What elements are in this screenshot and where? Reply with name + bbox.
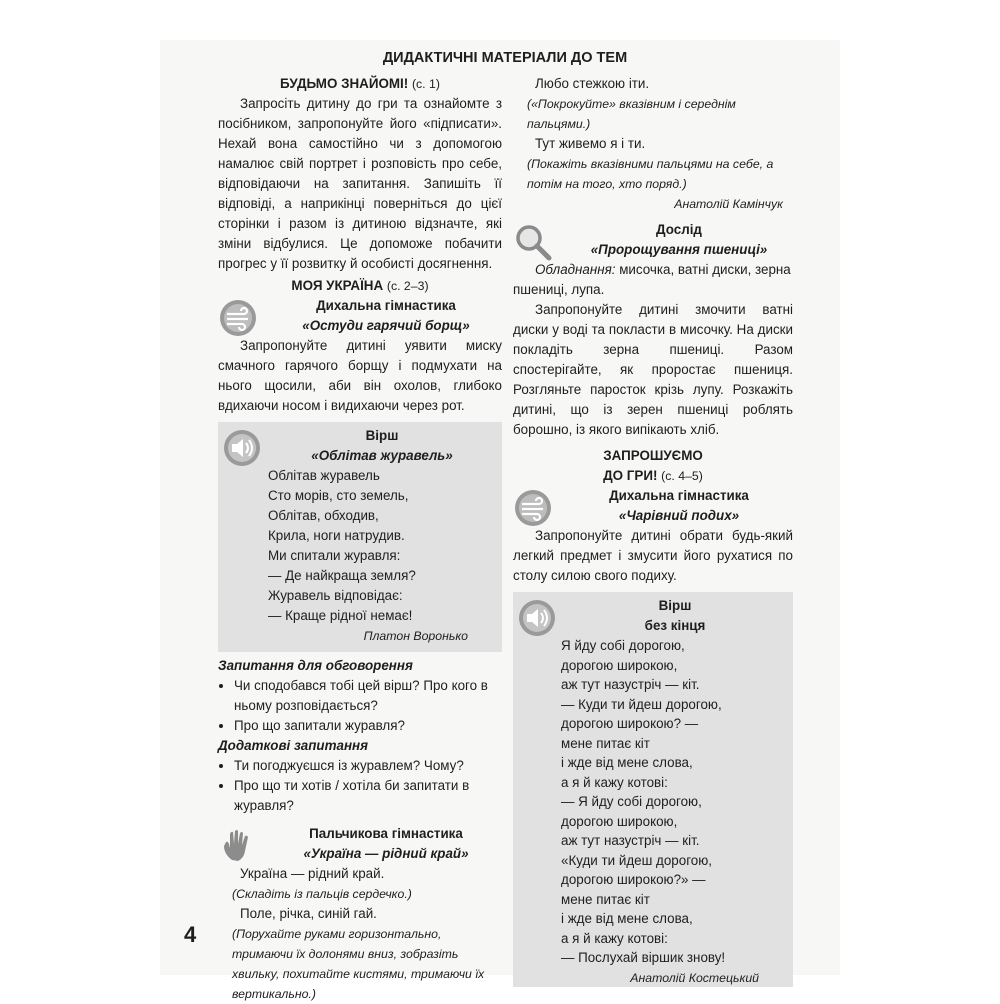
poem-line: Облітав, обходив, — [268, 508, 379, 523]
question-item: • Чи сподобався тобі цей вірш? Про кого в ньому розповідається? — [234, 676, 502, 716]
poem-lines — [561, 636, 789, 968]
poem-author: Анатолій Костецький — [630, 970, 759, 985]
finger-line-3: Любо стежкою іти. — [535, 76, 650, 91]
discussion-questions-heading: Запитання для обговорення — [218, 658, 413, 673]
breathing-text: Запропонуйте дитині уявити миску смачного гарячого борщу і подмухати на нього щосили, аби він охолов, глибоко вдихаючи носом і видихаючи через рот. — [218, 338, 502, 413]
poem-line: Облітав журавель — [268, 468, 380, 483]
poem-line: Крила, ноги натрудив. — [268, 528, 405, 543]
wind-circle-icon — [513, 488, 553, 528]
finger-note-2: (Порухайте руками горизонтально, тримаючи їх долонями вниз, зобразіть хвильку, похитайте кистями, тримаючи їх вертикально.) — [232, 927, 485, 1001]
page-number: 4 — [184, 922, 197, 947]
breathing-exercise-header: Дихальна гімнастика «Остуди гарячий борщ» — [218, 296, 502, 336]
poem-line: аж тут назустріч — кіт. — [561, 833, 700, 848]
finger-line-2: Поле, річка, синій гай. — [240, 906, 377, 921]
poem-line: Ми спитали журавля: — [268, 548, 401, 563]
poem-line: і жде від мене слова, — [561, 755, 693, 770]
poem-line: а я й кажу котові: — [561, 930, 668, 946]
speaker-icon — [517, 598, 557, 638]
right-column — [513, 74, 793, 987]
finger-author: Анатолій Камінчук — [674, 197, 783, 211]
poem-line: — Послухай віршик знову! — [561, 950, 726, 965]
finger-note-1: (Складіть із пальців сердечко.) — [232, 887, 412, 901]
poem-line: дорогою широкою?» — — [561, 872, 706, 887]
experiment-header: Дослід «Пророщування пшениці» — [513, 220, 793, 260]
question-item: • Про що ти хотів / хотіла би запитати в журавля? — [234, 776, 502, 816]
page-header: ДИДАКТИЧНІ МАТЕРІАЛИ ДО ТЕМ — [382, 50, 628, 66]
additional-questions-list — [218, 756, 502, 816]
poem-line: — Куди ти йдеш дорогою, — [561, 696, 722, 712]
question-item: • Ти погоджуєшся із журавлем? Чому? — [234, 756, 502, 776]
experiment-text: Запропонуйте дитині змочити ватні диски у воді та покласти в мисочку. На диски покладіть зерна пшениці. Разом спостерігайте, як проростає пшениця. Розгляньте паросток крізь лупу. Розкажіть дитині, що із зерен пшениці роблять борошно, із якого випікають хліб. — [513, 302, 793, 437]
section-text-meet: Запросіть дитину до гри та ознайомте з посібником, запропонуйте його «підписати». Нехай вона самостійно чи з допомогою намалює свій портрет і розповість про себе, відповідаючи на запитання. Запишіть її відповіді, а наприкінці поверніться до цієї сторінки і разом із дитиною відзначте, які зміни відбулися. Це допоможе побачити прогрес у її розвитку й особисті досягнення. — [218, 96, 502, 271]
finger-note-4: (Покажіть вказівними пальцями на себе, а потім на того, хто поряд.) — [527, 157, 774, 191]
wind-circle-icon — [218, 298, 258, 338]
poem-line: Я йду собі дорогою, — [561, 638, 685, 653]
question-item: • Про що запитали журавля? — [234, 716, 502, 736]
section-title-play-2: ДО ГРИ! (с. 4–5) — [603, 468, 703, 483]
poem-line: дорогою широкою, — [561, 657, 678, 673]
poem-line: мене питає кіт — [561, 891, 650, 907]
poem-line: і жде від мене слова, — [561, 911, 693, 926]
poem-line: «Куди ти йдеш дорогою, — [561, 852, 713, 868]
poem-lines — [266, 466, 498, 626]
section-title-meet: БУДЬМО ЗНАЙОМІ! (с. 1) — [280, 76, 440, 91]
additional-questions-heading: Додаткові запитання — [218, 738, 369, 753]
breathing-text-2: Запропонуйте дитині обрати будь-який легкий предмет і змусити його рухатися по столу силою свого подиху. — [513, 528, 793, 583]
discussion-questions-list — [218, 676, 502, 736]
poem-line: дорогою широкою? — — [561, 716, 699, 731]
finger-note-3: («Покрокуйте» вказівним і середнім пальцями.) — [527, 97, 736, 131]
poem-line: — Я йду собі дорогою, — [561, 794, 702, 809]
section-title-play-1: ЗАПРОШУЄМО — [603, 448, 703, 463]
poem-line: аж тут назустріч — кіт. — [561, 677, 700, 692]
hand-icon — [218, 826, 258, 866]
poem-line: — Краще рідної немає! — [268, 608, 413, 623]
poem-line: дорогою широкою, — [561, 813, 678, 829]
magnifier-icon — [513, 222, 553, 262]
poem-line: мене питає кіт — [561, 735, 650, 751]
finger-line-1: Україна — рідний край. — [240, 866, 385, 881]
speaker-icon — [222, 428, 262, 468]
poem-box-endless: Вірш без кінця Я йду собі дорогою, дорогою широкою, аж тут назустріч — кіт. — Куди ти йдеш дорогою, дорогою широкою? — мене питає кіт і жде від мене слова, а я й кажу котові: — Я йду собі дорогою, дорогою широкою, аж тут назустріч — кіт. «Куди ти йдеш дорогою, дорогою широкою?» — мене питає кіт і жде від мене слова, а я й кажу котові: — Послухай віршик знову! Анатолій Костецький — [513, 592, 793, 987]
section-title-ukraine: МОЯ УКРАЇНА (с. 2–3) — [291, 278, 429, 293]
poem-line: Сто морів, сто земель, — [268, 488, 409, 503]
finger-exercise-header: Пальчикова гімнастика «Україна — рідний край» — [218, 824, 502, 864]
poem-box-crane: Вірш «Облітав журавель» Облітав журавель Сто морів, сто земель, Облітав, обходив, Крила, ноги натрудив. Ми спитали журавля: — Де найкраща земля? Журавель відповідає: — Краще рідної немає! Платон Воронько — [218, 422, 502, 652]
poem-line: а я й кажу котові: — [561, 774, 668, 790]
breathing-exercise-header-2: Дихальна гімнастика «Чарівний подих» — [513, 486, 793, 526]
poem-line: — Де найкраща земля? — [268, 568, 416, 583]
poem-author: Платон Воронько — [363, 629, 468, 643]
poem-line: Журавель відповідає: — [268, 588, 403, 603]
finger-line-4: Тут живемо я і ти. — [535, 136, 646, 151]
experiment-equipment: Обладнання: мисочка, ватні диски, зерна пшениці, лупа. — [513, 262, 791, 297]
left-column — [218, 74, 502, 1004]
